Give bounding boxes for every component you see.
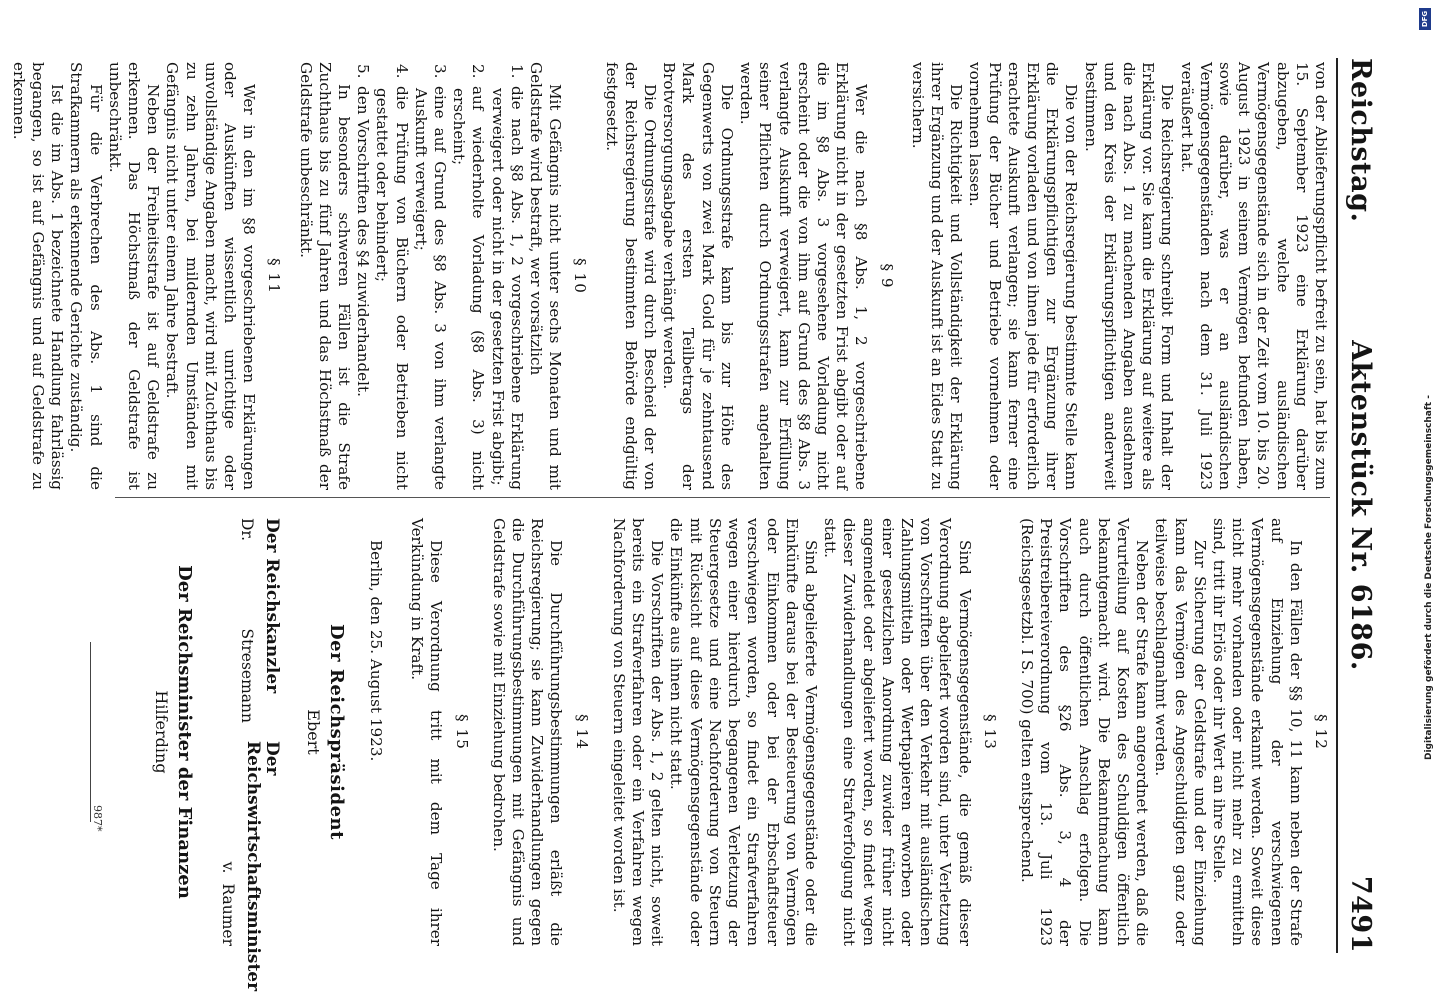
economics-minister-signature <box>218 741 283 992</box>
president-name: Ebert <box>303 709 323 755</box>
paragraph: Die Richtigkeit und Vollständigkeit der Erklärung ihrer Ergänzung und der Auskunft ist an Eides Statt zu versichern. <box>908 62 966 490</box>
digitization-credit: Digitalisierung gefördert durch die Deutsche Forschungsgemeinschaft - <box>1424 395 1434 760</box>
paragraph: Wer die nach §8 Abs. 1, 2 vorgeschriebene Erklärung nicht in der gesetzten Frist abgibt oder auf die im §8 Abs. 3 vorgesehene Vorladung nicht erscheint oder die von ihm auf Grund des §8 Abs. 3 verlangte Auskunft verweigert, kann zur Erfüllung seiner Pflichten durch Ordnungsstrafen angehalten werden. <box>737 62 871 490</box>
paragraph: Neben der Strafe kann angeordnet werden, daß die Verurteilung auf Kosten des Schuldigen öffentlich bekanntgemacht wird. Die Bekanntmachung kann auch durch öffentlichen Anschlag erfolgen. Die Vorschriften des §26 Abs. 3, 4 der Preistreibereiverordnung vom 13. Juli 1923 (Reichsgesetzbl. I S. 700) gelten entsprechend. <box>1017 518 1152 946</box>
signature-row <box>218 518 283 992</box>
finance-minister-name: Hilferding <box>151 690 171 774</box>
header-center: Aktenstück Nr. 6186. <box>1345 340 1376 671</box>
paragraph: Sind abgelieferte Vermögensgegenstände oder die Einkünfte daraus bei der Besteuerung von Vermögen oder Einkommen oder bei der Erbschaftsteuer verschwiegen worden, so findet ein Strafverfahren wegen einer hierdurch begangenen Verletzung der Steuergesetze und eine Nachforderung von Steuern mit Rücksicht auf diese Vermögensgegenstände oder die Einkünfte aus ihnen nicht statt. <box>667 518 820 946</box>
dfg-logo-icon: DFG <box>1419 8 1431 30</box>
economics-minister-prefix: v. <box>219 861 238 874</box>
section-heading: § 10 <box>571 258 590 294</box>
sheet-stamp: 987* <box>91 805 104 832</box>
paragraph: In den Fällen der §§ 10, 11 kann neben der Strafe auf Einziehung der verschwiegenen Vermögensgegenstände erkannt werden. Soweit diese nicht mehr vorhanden oder nicht mehr zu ermitteln sind, tritt ihr Erlös oder ihr Wert an ihre Stelle. <box>1209 518 1305 946</box>
page-number: 7491 <box>1345 875 1376 953</box>
paragraph: Die Ordnungsstrafe kann bis zur Höhe des Gegenwerts von zwei Mark Gold für je zehntausend Mark des ersten Teilbetrags der Brotversorgungsabgabe verhängt werden. <box>660 62 736 490</box>
finance-minister-signature <box>151 518 193 946</box>
paragraph: Sind Vermögensgegenstände, die gemäß dieser Verordnung abgeliefert worden sind, unter Verletzung von Vorschriften über den Verkehr mit ausländischen Zahlungsmitteln oder Wertpapieren erworben oder einer gesetzlichen Anordnung zuwider früher nicht angemeldet oder abgeliefert worden, so findet wegen dieser Zuwiderhandlungen eine Strafverfolgung nicht statt. <box>821 518 974 946</box>
column-divider <box>115 497 1330 498</box>
paragraph: Die Durchführungsbestimmungen erläßt die Reichsregierung; sie kann Zuwiderhandlungen gegen die Durchführungsbestimmungen mit Gefängnis und Geldstrafe sowie mit Einziehung bedrohen. <box>489 518 566 946</box>
left-column <box>9 62 1330 490</box>
section-heading: § 9 <box>877 263 896 289</box>
paragraph: Die Reichsregierung schreibt Form und Inhalt der Erklärung vor. Sie kann die Erklärung auf weitere als die nach Abs. 1 zu machenden Angaben ausdehnen und den Kreis der Erklärungspflichtigen anderweit bestimmen. <box>1081 62 1177 490</box>
paragraph: Wer in den im §8 vorgeschriebenen Erklärungen oder Auskünften wissentlich unrichtige oder unvollständige Angaben macht, wird mit Zuchthaus bis zu zehn Jahren, bei mildernden Umständen mit Gefängnis nicht unter einem Jahre bestraft. <box>163 62 259 490</box>
list-item: 3.eine auf Grund des §8 Abs. 3 von ihm verlangte Auskunft verweigert; <box>411 64 450 490</box>
header-rule <box>1336 58 1338 953</box>
paragraph: Ist die im Abs. 1 bezeichnete Handlung fahrlässig begangen, so ist auf Gefängnis und auf Geldstrafe zu erkennen. <box>9 62 67 490</box>
chancellor-title: Der Reichskanzler <box>262 518 283 694</box>
section-heading: § 15 <box>452 714 471 750</box>
page-header <box>1340 58 1380 953</box>
section-heading: § 11 <box>265 258 284 294</box>
paragraph: Die von der Reichsregierung bestimmte Stelle kann die Erklärungspflichtigen zur Ergänzung ihrer Erklärung vorladen und von ihnen jede für erforderlich erachtete Auskunft verlangen; sie kann ferner eine Prüfung der Bücher und Betriebe vornehmen oder vornehmen lassen. <box>966 62 1081 490</box>
section-heading: § 13 <box>980 714 999 750</box>
list-item: 1.die nach §8 Abs. 1, 2 vorgeschriebene Erklärung verweigert oder nicht in der gesetzten Frist abgibt; <box>488 64 526 490</box>
paragraph: Für die Verbrechen des Abs. 1 sind die Strafkammern als erkennende Gerichte zuständig. <box>67 62 105 490</box>
header-left: Reichstag. <box>1345 58 1376 223</box>
paragraph: Diese Verordnung tritt mit dem Tage ihrer Verkündung in Kraft. <box>408 518 446 946</box>
list-item: 2.auf wiederholte Vorladung (§8 Abs. 3) nicht erscheint; <box>450 64 488 490</box>
chancellor-name: Stresemann <box>238 628 257 723</box>
paragraph: Zur Sicherung der Geldstrafe und der Einziehung kann das Vermögen des Angeschuldigten ganz oder teilweise beschlagnahmt werden. <box>1152 518 1209 946</box>
closing-rule <box>90 642 91 822</box>
finance-minister-title: Der Reichsminister der Finanzen <box>173 565 195 899</box>
paragraph: Neben der Freiheitsstrafe ist auf Geldstrafe zu erkennen. Das Höchstmaß der Geldstrafe ist unbeschränkt. <box>105 62 163 490</box>
chancellor-prefix: Dr. <box>238 518 257 542</box>
economics-minister-name: Raumer <box>219 883 238 946</box>
offense-list <box>353 62 526 490</box>
economics-minister-title: Der Reichswirtschaftsminister <box>243 741 283 992</box>
dateline: Berlin, den 25. August 1923. <box>367 540 386 762</box>
paragraph: Mit Gefängnis nicht unter sechs Monaten und mit Geldstrafe wird bestraft, wer vorsätzlich <box>527 62 565 490</box>
list-item: 5.den Vorschriften des §4 zuwiderhandelt. <box>354 64 373 397</box>
paragraph: von der Ablieferungspflicht befreit zu sein, hat bis zum 15. September 1923 eine Erklärung darüber abzugeben, welche ausländischen Vermögensgegenstände sich in der Zeit vom 10. bis 20. August 1923 in seinem Vermögen befunden haben, sowie darüber, was er an ausländischen Vermögensgegenständen nach dem 31. Juli 1923 veräußert hat. <box>1177 62 1330 490</box>
paragraph: Die Vorschriften der Abs. 1, 2 gelten nicht, soweit bereits ein Strafverfahren oder ein Verfahren wegen Nachforderung von Steuern eingeleitet worden ist. <box>609 518 667 946</box>
paragraph: In besonders schweren Fällen ist die Strafe Zuchthaus bis zu fünf Jahren und das Höchstmaß der Geldstrafe unbeschränkt. <box>296 62 354 490</box>
paragraph: Die Ordnungsstrafe wird durch Bescheid der von der Reichsregierung bestimmten Behörde endgültig festgesetzt. <box>602 62 660 490</box>
chancellor-signature <box>218 518 282 723</box>
section-heading: § 12 <box>1312 714 1330 750</box>
section-heading: § 14 <box>572 714 591 750</box>
right-column <box>90 518 1330 992</box>
president-title: Der Reichspräsident <box>325 624 347 840</box>
list-item: 4.die Prüfung von Büchern oder Betrieben nicht gestattet oder behindert; <box>373 64 411 490</box>
